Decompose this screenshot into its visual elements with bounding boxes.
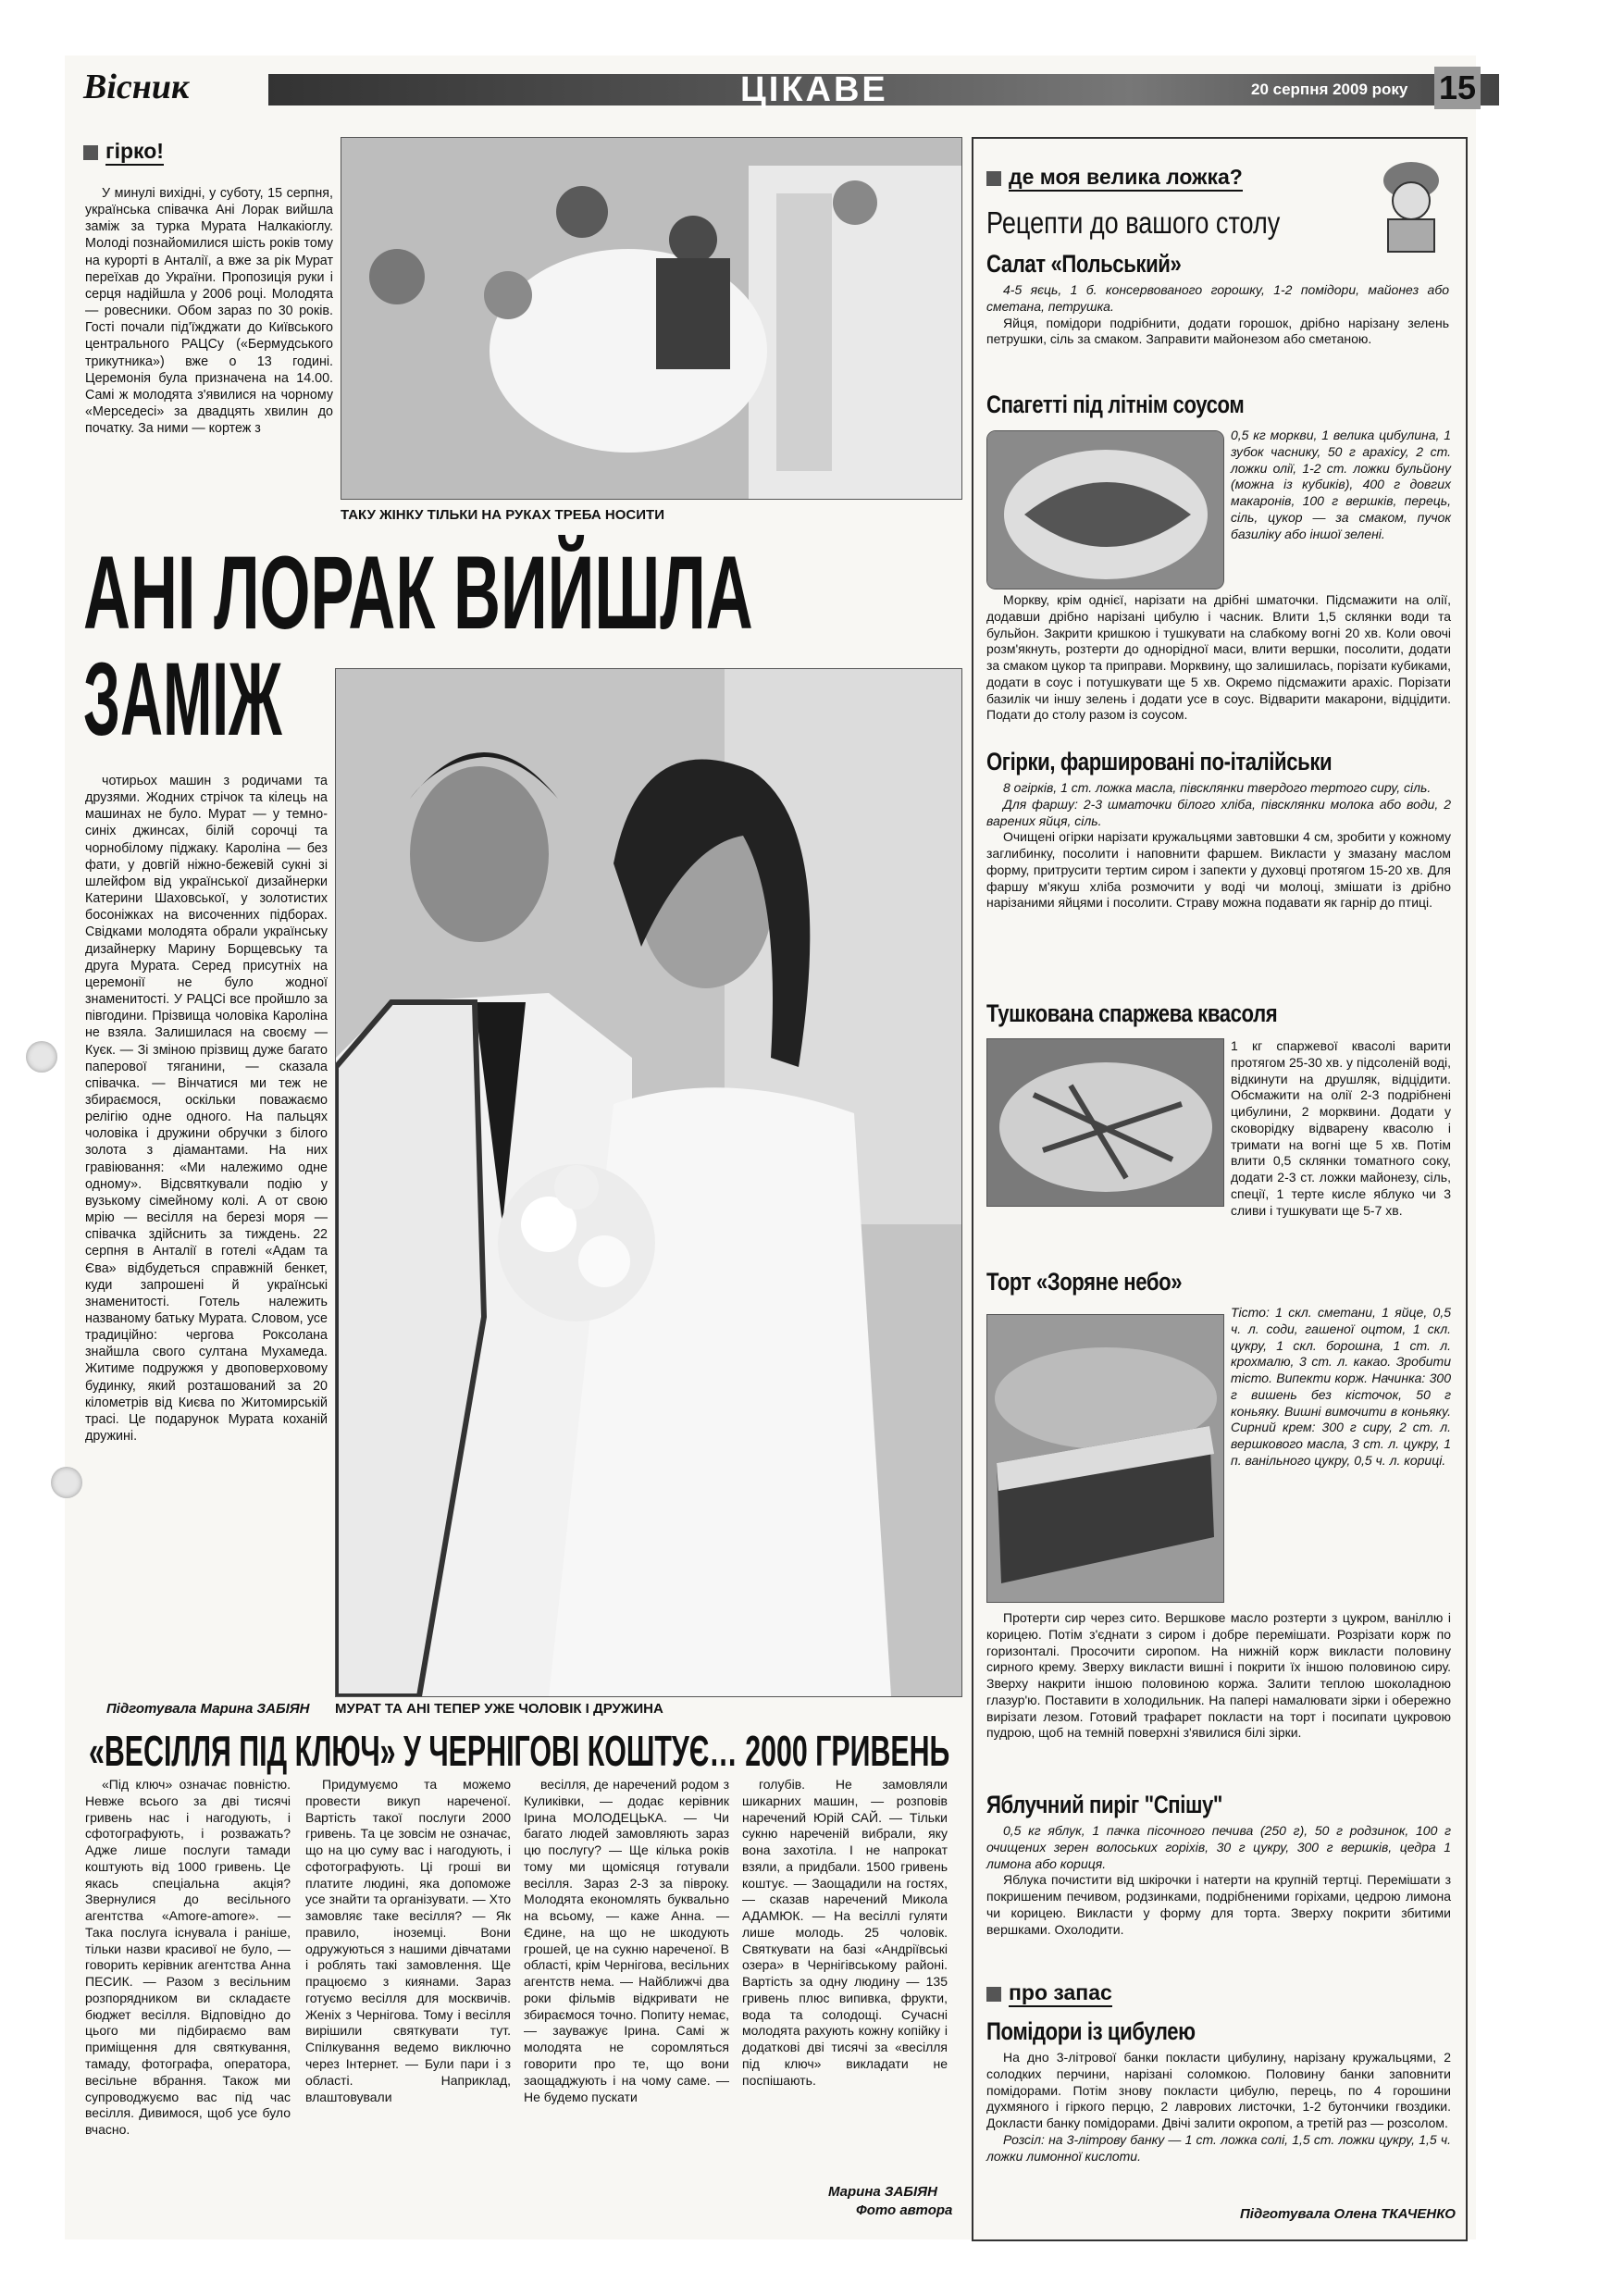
recipe-method: Яйця, помідори подрібнити, додати горошок, дрібно нарізану зелень петрушки, сіль за смаком. Заправити майонезом або сметаною. [986, 315, 1449, 347]
main-byline: Підготувала Марина ЗАБІЯН [106, 1701, 310, 1717]
wedding-col-1: «Під ключ» означає повністю. Невже всього за дві тисячі гривень нас і нагодують, і сфотографують, і розважать? Адже лише послуги тамади коштують від 1000 гривень. Це якась спеціальна акція? Звернулися до весільного агентства «Amore-amore». — Така послуга існувала і раніше, тільки назви красивої не було, — говорить керівник агентства Анна ПЕСИК. — Разом з весільним розпорядником ви складаєте бюджет весілля. Відповідно до цього ми підбираємо вам приміщення для святкування, тамаду, фотографа, оператора, весільне вбрання. Також ми супроводжуємо вас під час весілля. Дивимося, щоб усе було вчасно. [85, 1777, 291, 2138]
wedding-author: Марина ЗАБІЯН [828, 2184, 937, 2200]
photo-wedding-couple [335, 668, 962, 1697]
photo-couple-illustration [336, 669, 961, 1696]
recipe-title: Яблучний пиріг "Спішу" [986, 1791, 1223, 1818]
recipe-brine: Розсіл: на 3-літрову банку — 1 ст. ложка солі, 1,5 ст. ложки цукру, 1,5 ч. ложки лимонної кислоти. [986, 2131, 1451, 2164]
binder-hole-top [26, 1041, 57, 1073]
rubric-square-icon [83, 145, 98, 160]
recipe-ingredients: 4-5 яєць, 1 б. консервованого горошку, 1-2 помідори, майонез або сметана, петрушка. [986, 282, 1449, 314]
recipe-spaghetti-ingredients: 0,5 кг моркви, 1 велика цибулина, 1 зубок часнику, 50 г арахісу, 2 ст. ложки олії, 1-2 ст. ложки бульйону (можна із кубиків), 400 г довгих макаронів, 100 г вершків, перець, сіль, цукор — за смаком, пучок базиліку або іншої зелені. [1231, 428, 1451, 541]
page-number: 15 [1434, 67, 1481, 109]
masthead-logo: Вісник [83, 68, 190, 106]
recipe-cake-method: Протерти сир через сито. Вершкове масло розтерти з цукром, ваніллю і корицею. Потім з'єднати з сиром і добре перемішати. Розрізати корж по горизонталі. Просочити сиропом. На нижній корж викласти половину сирного крему. Зверху викласти вишні і покрити їх іншою половиною сиру. Зверху накрити іншою половиною коржа. Залити теплою шоколадною глазур'ю. Поставити в холодильник. На папері намалювати зірки і обережно вирізати лезом. Готовий трафарет покласти на торт і посипати цукровою пудрою, щоб на темній поверхні з'явилися білі зірки. [986, 1610, 1451, 1741]
recipe-salad [986, 250, 1449, 348]
recipe-ingredients: 0,5 кг яблук, 1 пачка пісочного печива (250 г), 50 г родзинок, 100 г очищених зерен волоських горіхів, 30 г цукру, 300 г вершків, цедра 1 лимона або кориця. [986, 1823, 1451, 1871]
recipe-beans-title: Тушкована спаржева квасоля [986, 999, 1278, 1027]
recipe-title: Помідори із цибулею [986, 2017, 1196, 2045]
section-title: ЦІКАВЕ [740, 70, 888, 109]
main-photo-caption: МУРАТ ТА АНІ ТЕПЕР УЖЕ ЧОЛОВІК І ДРУЖИНА [335, 1701, 663, 1717]
recipe-apple-pie [986, 1791, 1451, 1938]
main-article-body: чотирьох машин з родичами та друзями. Жодних стрічок та кілець на машинах не було. Мурат — у темно-синіх джинсах, білій сорочці та чорнобілому піджаку. Кароліна — без фати, у довгій ніжно-бежевій сукні зі шлейфом від української дизайнерки Катерини Шаховської, у золотистих босоніжках на височенних підборах. Свідками молодята обрали українську дизайнерку Марину Борщевську та друга Мурата. Серед присутніх на церемонії не було жодної знаменитості. У РАЦСі все пройшло за півгодини. Прізвища чоловіка Кароліна не взяла. Залишилася на своєму — Куєк. — Зі зміною прізвищ дуже багато паперової тяганини, — сказала співачка. — Вінчатися ми теж не збираємося, оскільки поважаємо релігію одне одного. На пальцях чоловіка і дружини обручки з білого золота з діамантами. На них гравіювання: «Ми належимо одне одному». Відсвяткували подію у вузькому сімейному колі. А от свою мрію — весілля на березі моря — співачка здійснить за тиждень. 22 серпня в Анталії в готелі «Адам та Єва» відбудеться справжній бенкет, куди запрошені й українські знаменитості. Готель належить названому батьку Мурата. Словом, усе традиційно: чергова Роксолана знайшла свого султана Мухамеда. Житиме подружжя у двоповерховому будинку, який розташований за 20 кілометрів від Києва по Житомирській трасі. Це подарунок Мурата коханій дружині. [85, 774, 328, 1445]
recipes-byline: Підготувала Олена ТКАЧЕНКО [1240, 2206, 1456, 2222]
recipe-cake-ingredients: Тісто: 1 скл. сметани, 1 яйце, 0,5 ч. л. соди, гашеної оцтом, 1 скл. цукру, 1 скл. борошна, 1 ст. л. крохмалю, 3 ст. л. какао. Зробити тісто. Випекти корж. Начинка: 300 г вишень без кісточок, 50 г коньяку. Вишні вимочити в коньяку. Сирний крем: 300 г сиру, 2 ст. л. вершкового масла, 3 ст. л. цукру, 1 п. ванільного цукру, 0,5 ч. л. кориці. [1231, 1305, 1451, 1468]
rubric-pro-zapas: про запас [986, 1980, 1112, 2007]
rubric-square-icon [986, 1987, 1001, 2002]
wedding-col-2: Придумуємо та можемо провести викуп нареченої. Вартість такої послуги 2000 гривень. Та це зовсім не означає, що на цю суму вас і нагодують, і сфотографують. Ці гроші ви платите людині, яка допоможе усе знайти та організувати. — Хто замовляє таке весілля? — Як правило, іноземці. Вони одружуються з нашими дівчатами і роблять такі замовлення. Ще працюємо з киянами. Зараз готуємо весілля для москвичів. Женix з Чернігова. Тому і весілля вирішили святкувати тут. Спілкування ведемо виключно через Інтернет. — Були пари і з області. Наприклад, влаштовували [305, 1777, 511, 2104]
recipe-method: Очищені огірки нарізати кружальцями завтовшки 4 см, зробити у кожному заглибинку, посолити і наповнити фаршем. Викласти у змазану маслом форму, притрусити тертим сиром і запекти у духовці протягом 15-20 хв. Для фаршу м'якуш хліба розмочити у воді чи молоці, змішати із дрібно нарізаними яйцями і посолити. Страву можна подавати як гарнір до птиці. [986, 829, 1451, 911]
binder-hole-bottom [51, 1467, 82, 1498]
intro-text: У минулі вихідні, у суботу, 15 серпня, українська співачка Ані Лорак вийшла заміж за турка Мурата Налкакіоглу. Молоді познайомилися шість років тому на курорті в Анталії, а вже за рік Мурат переїхав до України. Пропозиція руки і серця надійшла у 2006 році. Молодята — ровесники. Обом зараз по 30 років. Гості почали під'їжджати до Київського центрального РАЦСу («Бермудського трикутника») вже о 13 годині. Церемонія була призначена на 14.00. Самі ж молодята з'явилися на чорному «Мерседесі» за двадцять хвилин до початку. За ними — кортеж з [85, 186, 333, 437]
recipe-title: Огірки, фаршировані по-італійськи [986, 748, 1333, 775]
photo-illustration [341, 138, 961, 499]
wedding-col-4: голубів. Не замовляли шикарних машин, — розповів наречений Юрій САЙ. — Тільки сукню нареченій вибрали, яку вона захотіла. І не напрокат взяли, а придбали. 1500 гривень коштує. — Заощадили на гостях, — сказав наречений Микола АДАМЮК. — На весіллі гуляти лише молодь. 25 чоловік. Святкувати на базі «Андріївські озера» в Чернігівському районі. Вартість за одну людину — 135 гривень плюс випивка, фрукти, вода та солодощі. Сучасні молодята рахують кожну копійку і додаткові дві тисячі за «весілля під ключ» викладати не поспішають. [742, 1777, 948, 2088]
photo-spaghetti [986, 430, 1224, 589]
rubric-square-icon [986, 171, 1001, 186]
top-photo-caption: ТАКУ ЖІНКУ ТІЛЬКИ НА РУКАХ ТРЕБА НОСИТИ [341, 507, 664, 523]
recipe-spaghetti-method: Моркву, крім однієї, нарізати на дрібні шматочки. Підсмажити на олії, додавши дрібно нарізані цибулю і часник. Влити 1,5 склянки води та бульйон. Закрити кришкою і тушкувати на слабкому вогні 20 хв. Коли овочі розм'якнуть, розтерти до однорідної маси, влити вершки, посолити, додати за смаком цукор та приправи. Морквину, що залишилась, порізати кубиками, додати в соус і потушкувати ще 5 хв. Окремо підсмажити арахіс. Порізати базилік чи іншу зелень і додати усе в соус. Відварити макарони, відцідити. Подати до столу разом із соусом. [986, 592, 1451, 723]
recipes-title: Рецепти до вашого столу [986, 205, 1281, 240]
wedding-headline: «ВЕСІЛЛЯ ПІД КЛЮЧ» У ЧЕРНІГОВІ КОШТУЄ… 2000 ГРИВЕНЬ [89, 1727, 950, 1775]
rubric-gorko: гірко! [83, 139, 164, 166]
recipe-beans-method: 1 кг спаржевої квасолі варити протягом 25-30 хв. у підсоленій воді, відкинути на друшляк, відцідити. Обсмажити на олії 2-3 подрібнені цибулини, 2 морквини. Додати у сковорідку відварену квасолю і тримати на вогні ще 5 хв. Потім влити 0,5 склянки томатного соку, додати 2-3 ст. ложки майонезу, сіль, спеції, 1 терте кисле яблуко чи 3 сливи і тушкувати ще 5-7 хв. [1231, 1038, 1451, 1218]
recipe-spaghetti-title: Спагетті під літнім соусом [986, 391, 1245, 418]
chef-cartoon-icon [1370, 153, 1453, 254]
recipe-ingredients: 8 огірків, 1 ст. ложка масла, півсклянки твердого тертого сиру, сіль. [1003, 780, 1432, 795]
photo-cake [986, 1314, 1224, 1603]
recipe-filling: Для фаршу: 2-3 шматочки білого хліба, півсклянки молока або води, 2 варених яйця, сіль. [986, 796, 1451, 828]
recipe-method: На дно 3-літрової банки покласти цибулину, нарізану кружальцями, 2 солодких перчини, нарізані соломкою. Половину банки заповнити помідорами. Потім знову покласти цибулю, перець, по 4 горошини духмяного і гіркого перцю, 2 лаврових листочки, 1-2 бутончики гвоздики. Докласти банку помідорами. Двічі залити окропом, а третій раз — розсолом. [986, 2050, 1451, 2131]
recipe-method: Яблука почистити від шкірочки і натерти на крупній тертці. Перемішати з покришеним печивом, родзинками, подрібненими горіхами, цедрою лимона чи корицею. Викласти у форму для торта. Зверху покрити збитими вершками. Охолодити. [986, 1872, 1451, 1937]
main-headline-line2: ЗАМІЖ [83, 641, 282, 757]
photo-beans [986, 1038, 1224, 1207]
recipe-cake-title: Торт «Зоряне небо» [986, 1268, 1183, 1296]
photo-groom-carries-bride [341, 137, 962, 500]
wedding-col-3: весілля, де наречений родом з Куликівки, — додає керівник Ірина МОЛОДЕЦЬКА. — Чи багато людей замовляють зараз цю послугу? — Ще кілька років тому ми щомісяця готували весілля. Зараз 2-3 за півроку. Молодята економлять буквально на всьому, — каже Анна. — Єдине, на що не шкодують грошей, це на сукню нареченої. В області, крім Чернігова, весільних агентств нема. — Найближчі два роки фільмів відкривати не збираємося точно. Попиту немає, — зауважує Ірина. Самі ж молодята не соромляться говорити про те, що вони заощаджують і на чому саме. — Не будемо пускати [524, 1777, 729, 2104]
main-headline-line1: АНІ ЛОРАК ВИЙШЛА [83, 535, 753, 651]
recipe-tomatoes [986, 2017, 1451, 2165]
page-header [74, 67, 1476, 111]
rubric-spoon: де моя велика ложка? [986, 165, 1243, 192]
issue-date: 20 серпня 2009 року [1251, 81, 1408, 98]
recipe-title: Салат «Польський» [986, 250, 1182, 278]
wedding-photo-credit: Фото автора [856, 2202, 953, 2218]
recipe-cucumbers [986, 748, 1451, 912]
